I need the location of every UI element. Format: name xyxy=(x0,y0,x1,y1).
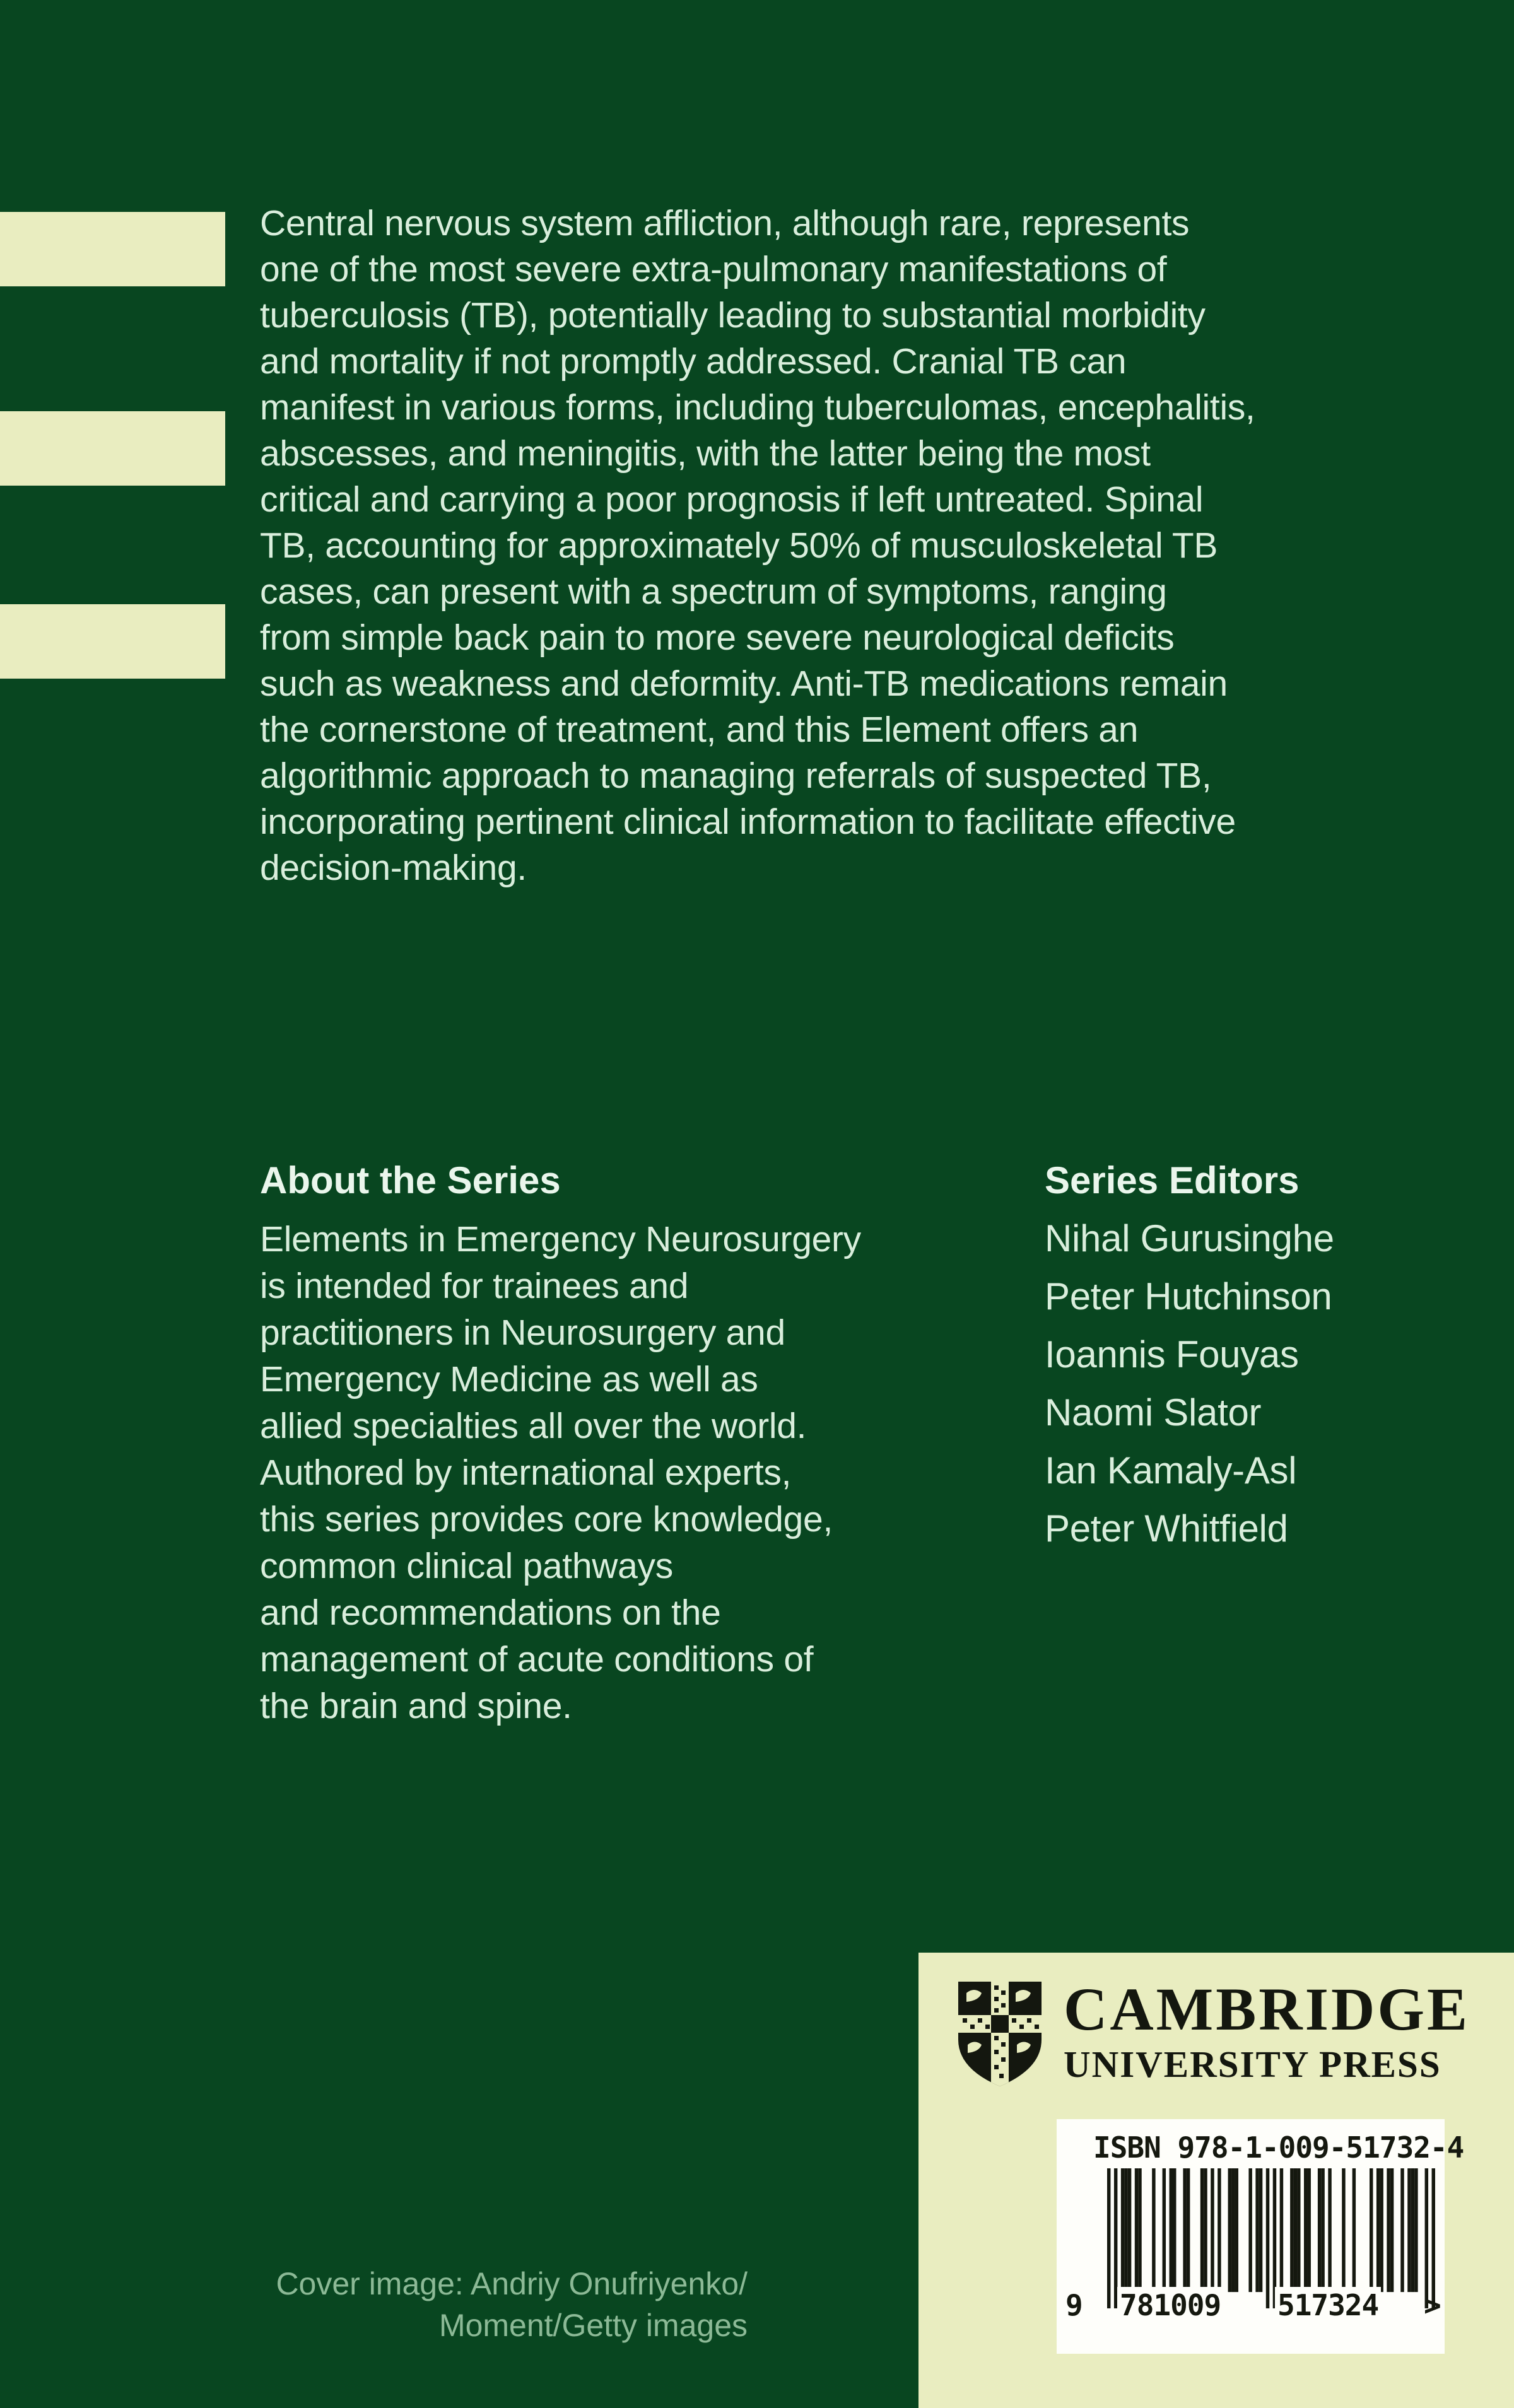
series-editor-name: Peter Whitfield xyxy=(1045,1507,1288,1550)
barcode-digit-group2: 517324 xyxy=(1275,2287,1381,2323)
isbn-label: ISBN 978-1-009-51732-4 xyxy=(1093,2130,1464,2165)
barcode-arrow: > xyxy=(1424,2288,1441,2322)
blurb-line: and mortality if not promptly addressed. Cranial TB can xyxy=(260,341,1127,382)
blurb-line: from simple back pain to more severe neurological deficits xyxy=(260,617,1175,658)
blurb-line: such as weakness and deformity. Anti-TB medications remain xyxy=(260,663,1228,704)
blurb-line: critical and carrying a poor prognosis if left untreated. Spinal xyxy=(260,479,1204,520)
back-cover-blurb xyxy=(260,201,1458,891)
blurb-line: abscesses, and meningitis, with the latter being the most xyxy=(260,433,1151,474)
series-editor-name: Peter Hutchinson xyxy=(1045,1275,1332,1318)
series-editor-name: Nihal Gurusinghe xyxy=(1045,1217,1334,1260)
blurb-line: manifest in various forms, including tuberculomas, encephalitis, xyxy=(260,387,1255,428)
left-edge-tab xyxy=(0,411,225,486)
about-series-line: Emergency Medicine as well as xyxy=(260,1359,758,1400)
blurb-line: algorithmic approach to managing referrals of suspected TB, xyxy=(260,756,1212,796)
about-series-line: practitioners in Neurosurgery and xyxy=(260,1312,785,1353)
credit-line: Cover image: Andriy Onufriyenko/ xyxy=(276,2266,748,2301)
blurb-line: decision-making. xyxy=(260,848,527,888)
about-series-line: this series provides core knowledge, xyxy=(260,1499,833,1540)
about-series-line: and recommendations on the xyxy=(260,1593,721,1633)
blurb-line: tuberculosis (TB), potentially leading to substantial morbidity xyxy=(260,295,1206,336)
about-series-line: management of acute conditions of xyxy=(260,1639,814,1680)
cover-image-credit xyxy=(276,2263,748,2346)
series-editor-name: Ioannis Fouyas xyxy=(1045,1333,1299,1376)
credit-line: Moment/Getty images xyxy=(438,2308,748,2343)
about-series-line: the brain and spine. xyxy=(260,1686,572,1726)
left-edge-tab xyxy=(0,604,225,679)
publisher-block xyxy=(918,1953,1514,2408)
blurb-line: TB, accounting for approximately 50% of musculoskeletal TB xyxy=(260,525,1218,566)
series-editor-name: Ian Kamaly-Asl xyxy=(1045,1449,1297,1492)
barcode-digit-group1: 781009 xyxy=(1117,2287,1223,2323)
publisher-name-line2: UNIVERSITY PRESS xyxy=(1064,2043,1441,2085)
about-series-line: is intended for trainees and xyxy=(260,1266,689,1306)
about-series-heading: About the Series xyxy=(260,1159,561,1201)
series-editor-name: Naomi Slator xyxy=(1045,1391,1262,1434)
barcode-digit-first: 9 xyxy=(1063,2287,1085,2323)
series-editors-list xyxy=(1045,1210,1334,1558)
isbn-box xyxy=(1057,2119,1464,2354)
publisher-name-line1: CAMBRIDGE xyxy=(1064,1975,1470,2043)
blurb-line: the cornerstone of treatment, and this Element offers an xyxy=(260,710,1139,750)
about-series-line: Elements in Emergency Neurosurgery xyxy=(260,1219,861,1260)
about-series-line: Authored by international experts, xyxy=(260,1452,792,1493)
left-edge-tab xyxy=(0,212,225,286)
blurb-line: one of the most severe extra-pulmonary manifestations of xyxy=(260,249,1167,289)
blurb-line: incorporating pertinent clinical information to facilitate effective xyxy=(260,802,1236,842)
blurb-line: cases, can present with a spectrum of symptoms, ranging xyxy=(260,571,1167,612)
cambridge-shield-icon xyxy=(955,1979,1045,2089)
about-series-line: common clinical pathways xyxy=(260,1546,673,1586)
series-editors-heading: Series Editors xyxy=(1045,1159,1300,1201)
blurb-line: Central nervous system affliction, although rare, represents xyxy=(260,203,1190,243)
publisher-wordmark xyxy=(1064,1977,1470,2086)
about-series-line: allied specialties all over the world. xyxy=(260,1406,807,1446)
about-series-text xyxy=(260,1216,861,1729)
